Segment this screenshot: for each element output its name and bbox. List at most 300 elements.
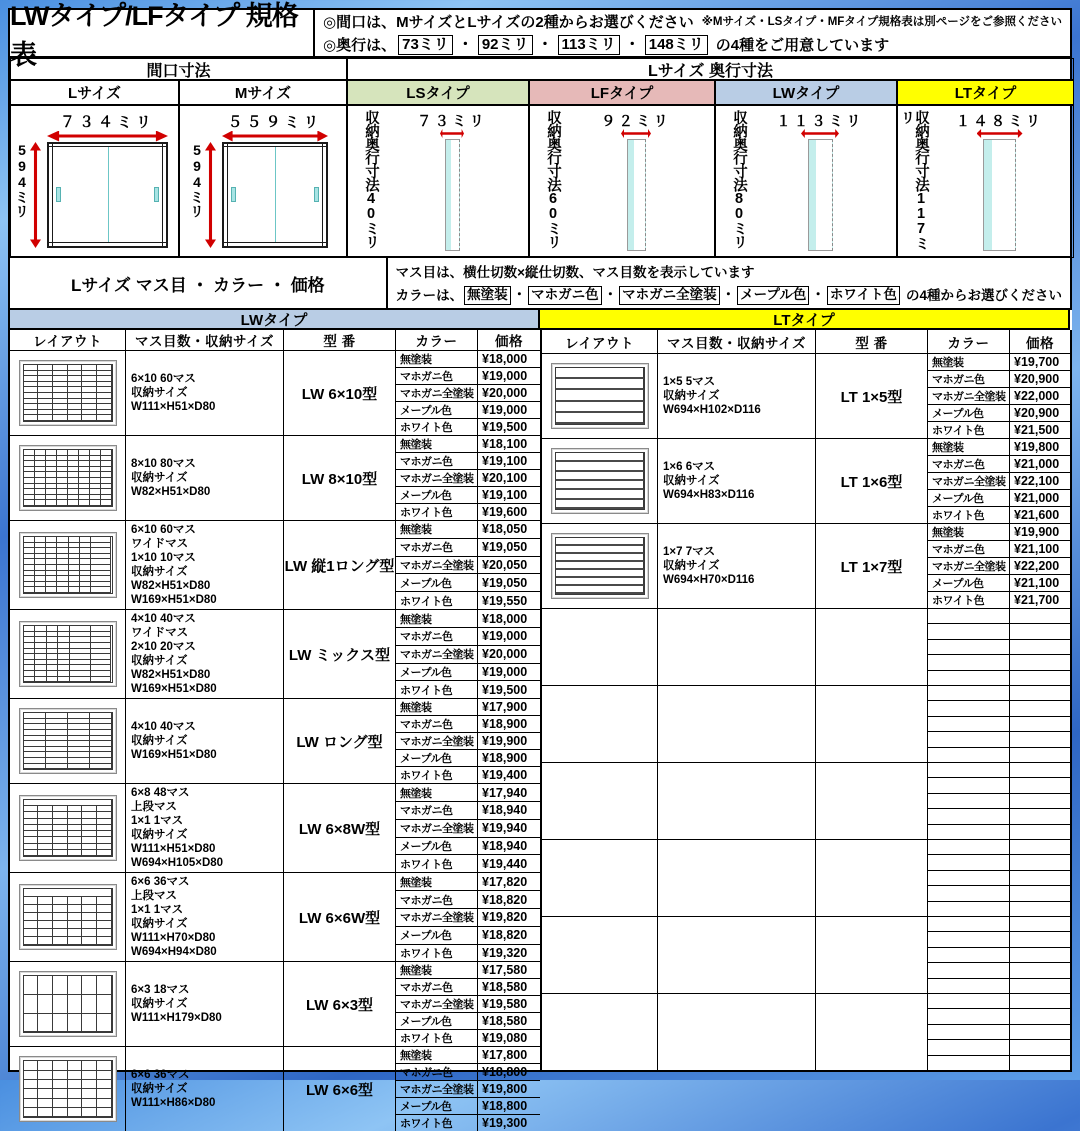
price-value: ¥19,820 <box>478 908 540 926</box>
product-row <box>10 521 540 610</box>
height-dim-l <box>15 142 47 248</box>
storage-depth-label-lt: 収納奥行寸法117ミリ <box>898 110 929 250</box>
price-value: ¥19,000 <box>478 627 540 645</box>
layout-cell <box>542 439 658 523</box>
spec-cell <box>658 354 816 438</box>
note-width <box>323 11 1062 32</box>
depth-diagram-lt <box>897 105 1074 258</box>
price-value: ¥18,580 <box>478 978 540 995</box>
color-name: マホガニ色 <box>396 801 477 819</box>
color-name: 無塗装 <box>400 702 432 715</box>
spec-line: 4×10 40マス <box>131 721 196 734</box>
product-row <box>10 784 540 873</box>
spec-line: W111×H70×D80 <box>131 932 216 945</box>
color-name: メープル色 <box>396 926 477 944</box>
color-name <box>928 824 1009 839</box>
price-value: ¥17,800 <box>482 1048 528 1063</box>
spec-cell <box>658 763 816 839</box>
color-column <box>928 763 1010 839</box>
spec-line: W82×H51×D80 <box>131 669 211 682</box>
type-header-lt: LTタイプ <box>897 80 1074 105</box>
spec-line: 収納サイズ <box>131 829 188 842</box>
price-value: ¥18,900 <box>478 715 540 732</box>
spec-cell <box>658 439 816 523</box>
layout-thumbnail <box>19 971 117 1037</box>
price-value: ¥19,080 <box>478 1029 540 1046</box>
color-name: 無塗装 <box>400 876 432 889</box>
color-option: ホワイト色 <box>827 286 900 305</box>
price-value: ¥18,800 <box>478 1097 540 1114</box>
spec-cell <box>658 994 816 1070</box>
price-value: ¥19,320 <box>478 944 540 962</box>
note-width-subtext: ※Mサイズ・LSタイプ・MFタイプ規格表は別ページをご参照ください <box>701 16 1062 29</box>
price-value: ¥19,100 <box>478 452 540 469</box>
color-name: マホガニ全塗装 <box>396 469 477 486</box>
price-value <box>1010 654 1070 669</box>
color-name: マホガニ色 <box>396 538 477 556</box>
model-number-cell: LT 1×7型 <box>816 524 928 608</box>
color-name: マホガニ色 <box>928 540 1009 557</box>
spec-line: W111×H86×D80 <box>131 1097 216 1110</box>
price-value <box>1010 1008 1070 1023</box>
option-separator: ・ <box>512 287 527 303</box>
color-name <box>928 901 1009 916</box>
column-header-row <box>542 330 1070 354</box>
model-number-cell: LW 8×10型 <box>284 436 396 520</box>
price-value: ¥19,940 <box>478 819 540 837</box>
spec-line: 1×5 5マス <box>663 375 716 388</box>
depth-option: 73ミリ <box>398 35 453 56</box>
color-name <box>928 731 1009 746</box>
width-dim-label-m: ５５９ミリ <box>227 114 323 131</box>
storage-depth-label-ls: 収納奥行寸法40ミリ <box>363 110 379 248</box>
note-depth-suffix: の4種をご用意しています <box>715 36 890 54</box>
color-name: 無塗装 <box>400 354 432 366</box>
spec-line: 収納サイズ <box>131 1083 188 1096</box>
door-seam <box>275 147 276 242</box>
layout-cell <box>10 962 126 1046</box>
color-name: マホガニ全塗装 <box>928 472 1009 489</box>
color-column <box>928 354 1010 438</box>
color-column <box>396 962 478 1046</box>
price-value: ¥18,100 <box>482 437 528 451</box>
color-name: メープル色 <box>928 574 1009 591</box>
price-column <box>478 699 540 783</box>
spec-line: 6×3 18マス <box>131 984 190 997</box>
option-separator: ・ <box>457 35 473 53</box>
layout-cell <box>542 763 658 839</box>
color-name: メープル色 <box>396 749 477 766</box>
note-colors-options <box>463 283 901 305</box>
price-value: ¥18,820 <box>478 926 540 944</box>
layout-cell <box>542 994 658 1070</box>
layout-thumbnail <box>19 1056 117 1122</box>
product-row <box>10 436 540 521</box>
color-column <box>928 439 1010 523</box>
spec-cell <box>126 436 284 520</box>
color-column <box>928 524 1010 608</box>
price-value: ¥19,800 <box>1014 440 1060 454</box>
color-name <box>928 885 1009 900</box>
layout-cell <box>542 840 658 916</box>
note-colors-prefix: カラーは、 <box>395 288 464 303</box>
price-column <box>1010 686 1070 762</box>
spec-cell <box>126 521 284 609</box>
spec-line: W694×H105×D80 <box>131 857 224 870</box>
color-name <box>928 623 1009 638</box>
color-name <box>928 1008 1009 1023</box>
color-column <box>928 994 1010 1070</box>
spec-line: W111×H51×D80 <box>131 401 216 413</box>
price-value: ¥20,900 <box>1010 370 1070 387</box>
layout-cell <box>10 351 126 435</box>
price-value: ¥20,000 <box>478 384 540 401</box>
price-value <box>1010 901 1070 916</box>
color-name: ホワイト色 <box>396 418 477 435</box>
front-diagram-m <box>179 105 347 258</box>
product-row <box>10 873 540 962</box>
depth-dim-label-lf: ９２ミリ <box>601 114 671 130</box>
price-value <box>1010 917 1070 931</box>
price-section-header <box>8 258 1072 310</box>
color-name: ホワイト色 <box>928 421 1009 438</box>
price-column <box>1010 917 1070 993</box>
column-header: カラー <box>396 330 478 350</box>
type-bar-lw: LWタイプ <box>8 310 540 330</box>
layout-cell <box>542 609 658 685</box>
spec-line: W169×H51×D80 <box>131 683 217 696</box>
dimensions-section <box>8 58 1072 258</box>
height-dim-label-m: 594ミリ <box>189 142 205 218</box>
color-name: 無塗装 <box>932 357 964 369</box>
spec-line: 収納サイズ <box>131 918 188 931</box>
spec-line: 収納サイズ <box>131 471 188 484</box>
price-value: ¥20,000 <box>478 645 540 663</box>
price-value: ¥18,580 <box>478 1012 540 1029</box>
spec-line: 上段マス <box>131 801 177 814</box>
color-name: マホガニ色 <box>396 1063 477 1080</box>
column-header: 型 番 <box>816 330 928 353</box>
price-value <box>1010 962 1070 977</box>
model-number-cell: LW 6×3型 <box>284 962 396 1046</box>
model-number-cell <box>816 840 928 916</box>
depth-dim-label-ls: ７３ミリ <box>417 114 487 130</box>
column-header: カラー <box>928 330 1010 353</box>
color-name: メープル色 <box>396 1097 477 1114</box>
color-name <box>928 994 1009 1008</box>
color-name <box>928 947 1009 962</box>
layout-cell <box>10 436 126 520</box>
color-name <box>928 793 1009 808</box>
price-value <box>1010 1039 1070 1054</box>
type-bar-lt: LTタイプ <box>538 310 1070 330</box>
layout-thumbnail <box>19 621 117 687</box>
price-value: ¥21,700 <box>1010 591 1070 608</box>
price-value: ¥19,500 <box>478 680 540 698</box>
price-column <box>478 351 540 435</box>
door-handle-right <box>314 187 319 202</box>
price-value <box>1010 824 1070 839</box>
spec-cell <box>126 784 284 872</box>
layout-cell <box>542 686 658 762</box>
spec-line: 6×6 36マス <box>131 876 190 889</box>
spec-cell <box>658 609 816 685</box>
color-name <box>928 917 1009 931</box>
model-number-cell: LW ロング型 <box>284 699 396 783</box>
color-name <box>928 931 1009 946</box>
spec-line: 6×10 60マス <box>131 524 196 536</box>
price-column <box>478 962 540 1046</box>
price-value: ¥17,580 <box>482 963 528 978</box>
layout-thumbnail <box>551 363 649 429</box>
color-name: マホガニ全塗装 <box>928 387 1009 404</box>
price-value: ¥19,100 <box>478 486 540 503</box>
price-value <box>1010 1024 1070 1039</box>
spec-line: W694×H70×D116 <box>663 574 755 586</box>
spec-line: 収納サイズ <box>131 386 188 399</box>
color-name: メープル色 <box>396 486 477 503</box>
color-name <box>928 1055 1009 1070</box>
size-header-m: Mサイズ <box>179 80 347 105</box>
spec-cell <box>126 873 284 961</box>
spec-line: ワイドマス <box>131 627 189 640</box>
color-name: メープル色 <box>396 1012 477 1029</box>
color-column <box>396 610 478 698</box>
storage-depth-label-lf: 収納奥行寸法60ミリ <box>545 110 561 248</box>
price-column <box>1010 439 1070 523</box>
price-column <box>1010 524 1070 608</box>
color-name: ホワイト色 <box>396 503 477 520</box>
empty-product-row <box>542 763 1070 840</box>
price-value <box>1010 686 1070 700</box>
color-name <box>928 670 1009 685</box>
color-option: メープル色 <box>737 286 809 305</box>
column-header: マス目数・収納サイズ <box>126 330 284 350</box>
page-title: LWタイプ/LFタイプ 規格表 <box>8 8 315 58</box>
price-value <box>1010 994 1070 1008</box>
color-name: 無塗装 <box>932 527 964 539</box>
front-diagram-l <box>10 105 179 258</box>
layout-cell <box>10 784 126 872</box>
product-row <box>542 524 1070 609</box>
price-value: ¥18,000 <box>482 352 528 366</box>
model-number-cell: LW ミックス型 <box>284 610 396 698</box>
color-name <box>928 870 1009 885</box>
layout-top-band <box>24 889 112 897</box>
color-name: マホガニ色 <box>396 978 477 995</box>
price-value: ¥19,000 <box>478 401 540 418</box>
column-header: マス目数・収納サイズ <box>658 330 816 353</box>
model-number-cell: LT 1×5型 <box>816 354 928 438</box>
column-header: 価格 <box>1026 335 1054 351</box>
price-value <box>1010 808 1070 823</box>
product-row <box>10 699 540 784</box>
layout-thumbnail <box>551 533 649 599</box>
spec-cell <box>126 699 284 783</box>
color-name: メープル色 <box>928 404 1009 421</box>
column-header-row <box>10 330 540 351</box>
price-value: ¥22,000 <box>1010 387 1070 404</box>
color-column <box>928 686 1010 762</box>
layout-cell <box>10 610 126 698</box>
price-value: ¥18,900 <box>478 749 540 766</box>
spec-line: W169×H51×D80 <box>131 594 217 607</box>
spec-cell <box>126 610 284 698</box>
color-name <box>928 777 1009 792</box>
product-row <box>542 439 1070 524</box>
price-section-title: Lサイズ マス目 ・ カラー ・ 価格 <box>8 258 388 310</box>
spec-line: W82×H51×D80 <box>131 486 211 498</box>
empty-product-row <box>542 917 1070 994</box>
price-value: ¥18,800 <box>478 1063 540 1080</box>
color-name <box>928 763 1009 777</box>
note-depth-options <box>396 33 710 56</box>
color-name: マホガニ全塗装 <box>396 908 477 926</box>
color-name: ホワイト色 <box>928 591 1009 608</box>
depth-diagram-ls <box>347 105 529 258</box>
spec-cell <box>126 1047 284 1131</box>
note-depth <box>323 33 1062 56</box>
model-number-cell <box>816 609 928 685</box>
height-arrow-m <box>205 142 216 248</box>
price-value: ¥20,900 <box>1010 404 1070 421</box>
spec-line: 6×10 60マス <box>131 372 196 385</box>
column-header: 価格 <box>495 334 523 349</box>
model-number-cell <box>816 994 928 1070</box>
price-value: ¥17,940 <box>482 785 528 800</box>
spec-line: 収納サイズ <box>131 735 188 748</box>
color-name <box>928 716 1009 731</box>
layout-cell <box>10 521 126 609</box>
price-value <box>1010 623 1070 638</box>
note-width-text: ◎間口は、MサイズとLサイズの2種からお選びください <box>323 13 694 31</box>
color-name: マホガニ色 <box>396 890 477 908</box>
color-name: ホワイト色 <box>396 591 477 609</box>
layout-cell <box>542 524 658 608</box>
color-name: マホガニ全塗装 <box>928 557 1009 574</box>
note-depth-prefix: ◎奥行は、 <box>323 36 397 54</box>
color-name <box>928 1024 1009 1039</box>
price-value <box>1010 840 1070 854</box>
price-value <box>1010 731 1070 746</box>
price-value: ¥20,100 <box>478 469 540 486</box>
spec-line: 上段マス <box>131 890 177 903</box>
color-column <box>928 840 1010 916</box>
color-column <box>396 699 478 783</box>
spec-line: 1×6 6マス <box>663 460 716 473</box>
color-column <box>396 873 478 961</box>
depth-diagram-lf <box>529 105 715 258</box>
cabinet-front-m <box>222 142 328 248</box>
depth-option: 148ミリ <box>645 35 708 56</box>
color-name: マホガニ全塗装 <box>396 645 477 663</box>
product-row <box>10 351 540 436</box>
price-value <box>1010 639 1070 654</box>
color-name: メープル色 <box>396 663 477 681</box>
price-value: ¥19,400 <box>478 766 540 783</box>
price-value <box>1010 1055 1070 1070</box>
cabinet-side-lt <box>983 139 1016 251</box>
depth-arrow-ls <box>440 129 464 138</box>
color-option: マホガニ色 <box>528 286 602 305</box>
price-value: ¥19,580 <box>478 995 540 1012</box>
price-value <box>1010 747 1070 762</box>
note-grid: マス目は、横仕切数×縦仕切数、マス目数を表示しています <box>395 265 755 281</box>
layout-thumbnail <box>19 884 117 950</box>
color-name: メープル色 <box>928 489 1009 506</box>
price-value <box>1010 793 1070 808</box>
price-value: ¥21,000 <box>1010 489 1070 506</box>
price-value: ¥19,900 <box>1014 525 1060 539</box>
product-row <box>10 962 540 1047</box>
color-name <box>928 1039 1009 1054</box>
color-option: 無塗装 <box>464 286 511 305</box>
product-row <box>10 610 540 699</box>
color-name <box>928 747 1009 762</box>
price-value: ¥19,900 <box>478 732 540 749</box>
price-value: ¥18,820 <box>478 890 540 908</box>
spec-line: 収納サイズ <box>663 559 720 572</box>
price-value: ¥21,500 <box>1010 421 1070 438</box>
cabinet-side-lf <box>627 139 646 251</box>
column-header: レイアウト <box>542 330 658 353</box>
price-column <box>1010 763 1070 839</box>
width-dim-label-l: ７３４ミリ <box>59 114 155 131</box>
width-section-header: 間口寸法 <box>10 58 347 80</box>
layout-cell <box>542 354 658 438</box>
spec-line: 収納サイズ <box>131 655 188 668</box>
spec-line: W169×H51×D80 <box>131 749 217 762</box>
spec-line: ワイドマス <box>131 538 189 551</box>
cabinet-side-lw <box>808 139 833 251</box>
price-value: ¥17,900 <box>482 700 528 715</box>
color-name: ホワイト色 <box>396 1029 477 1046</box>
color-name: マホガニ全塗装 <box>396 819 477 837</box>
door-handle-right <box>154 187 159 202</box>
spec-cell <box>126 962 284 1046</box>
color-column <box>396 784 478 872</box>
price-table-lt <box>540 330 1070 1070</box>
price-value: ¥19,000 <box>478 663 540 681</box>
price-value <box>1010 931 1070 946</box>
spec-cell <box>658 686 816 762</box>
option-separator: ・ <box>537 35 553 53</box>
price-column <box>478 521 540 609</box>
spec-line: 6×6 36マス <box>131 1069 190 1082</box>
color-name <box>928 854 1009 869</box>
spec-line: 1×10 10マス <box>131 552 196 565</box>
price-value <box>1010 870 1070 885</box>
spec-line: 1×1 1マス <box>131 815 184 828</box>
price-value: ¥22,100 <box>1010 472 1070 489</box>
layout-thumbnail <box>19 795 117 861</box>
depth-arrow-lf <box>621 129 651 138</box>
layout-cell <box>10 699 126 783</box>
price-value: ¥20,050 <box>478 556 540 574</box>
door-handle-left <box>231 187 236 202</box>
model-number-cell <box>816 917 928 993</box>
color-name: メープル色 <box>396 573 477 591</box>
depth-diagram-lw <box>715 105 897 258</box>
price-value: ¥18,940 <box>478 837 540 855</box>
color-column <box>396 351 478 435</box>
price-value: ¥19,050 <box>478 573 540 591</box>
price-value <box>1010 978 1070 993</box>
note-colors-suffix: の4種からお選びください <box>905 288 1062 303</box>
price-value <box>1010 670 1070 685</box>
color-name: マホガニ全塗装 <box>396 732 477 749</box>
color-name: マホガニ色 <box>396 627 477 645</box>
